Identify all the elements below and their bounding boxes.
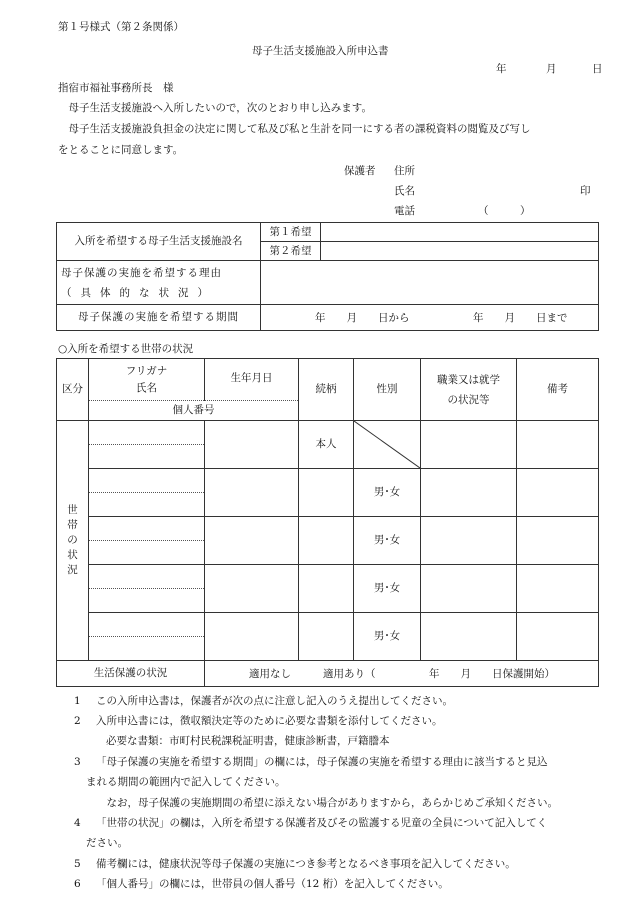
page-title: 母子生活支援施設入所申込書	[252, 45, 389, 57]
member-2-remarks[interactable]	[517, 469, 599, 517]
member-3-sex[interactable]: 男･女	[354, 517, 421, 565]
intro-line-2: 母子生活支援施設負担金の決定に関して私及び私と生計を同一にする者の課税資料の閲覧及び写し	[58, 123, 531, 135]
note-number: 4	[74, 817, 81, 829]
note-text: 入所申込書には，徴収額決定等のために必要な書類を添付してください。	[96, 715, 443, 727]
form-number: 第１号様式（第２条関係）	[58, 21, 184, 33]
member-3-remarks[interactable]	[517, 517, 599, 565]
welfare-none[interactable]: 適用なし	[249, 668, 291, 680]
note-text: ださい。	[86, 837, 128, 849]
member-2-relation[interactable]	[299, 469, 354, 517]
member-4-furigana[interactable]	[89, 565, 205, 589]
guardian-address-label: 住所	[394, 165, 415, 177]
member-4-birth[interactable]	[205, 565, 299, 613]
member-3-mynumber[interactable]	[89, 541, 205, 565]
member-3-job[interactable]	[421, 517, 517, 565]
member-2-mynumber[interactable]	[89, 493, 205, 517]
guardian-label: 保護者	[344, 165, 376, 177]
member-4-sex[interactable]: 男･女	[354, 565, 421, 613]
member-3-furigana[interactable]	[89, 517, 205, 541]
member-3-relation[interactable]	[299, 517, 354, 565]
col-furigana: フリガナ	[125, 364, 168, 377]
facility-label: 入所を希望する母子生活支援施設名	[57, 223, 261, 261]
diagonal-slash	[354, 421, 420, 468]
member-5-birth[interactable]	[205, 613, 299, 661]
application-table	[56, 222, 599, 331]
date-month-label: 月	[546, 63, 557, 75]
member-5-sex[interactable]: 男･女	[354, 613, 421, 661]
member-3-birth[interactable]	[205, 517, 299, 565]
member-1-remarks[interactable]	[517, 421, 599, 469]
reason-label	[57, 261, 261, 305]
date-day-label: 日	[592, 63, 603, 75]
col-furigana-name	[89, 359, 205, 401]
intro-line-1: 母子生活支援施設へ入所したいので，次のとおり申し込みます。	[58, 102, 372, 114]
col-mynumber: 個人番号	[89, 401, 299, 421]
choice-2-label: 第２希望	[261, 242, 321, 261]
side-label-cell	[57, 421, 89, 661]
intro-line-3: をとることに同意します。	[58, 144, 184, 156]
note-number: 1	[74, 695, 81, 707]
member-5-mynumber[interactable]	[89, 637, 205, 661]
household-table	[56, 358, 599, 687]
choice-1-field[interactable]	[321, 223, 599, 242]
member-1-mynumber[interactable]	[89, 445, 205, 469]
reason-label-line-2: （具体的な状況）	[61, 286, 217, 299]
guardian-name-label: 氏名	[394, 185, 415, 197]
guardian-phone-label: 電話	[394, 205, 415, 217]
member-2-furigana[interactable]	[89, 469, 205, 493]
welfare-label: 生活保護の状況	[57, 661, 205, 687]
note-text: この入所申込書は，保護者が次の点に注意し記入のうえ提出してください。	[96, 695, 453, 707]
member-5-relation[interactable]	[299, 613, 354, 661]
side-label: 世帯の状況	[67, 504, 78, 576]
member-2-sex[interactable]: 男･女	[354, 469, 421, 517]
note-number: 5	[74, 858, 81, 870]
member-4-mynumber[interactable]	[89, 589, 205, 613]
note-text: 「個人番号」の欄には，世帯員の個人番号（12 桁）を記入してください。	[96, 878, 449, 890]
member-5-furigana[interactable]	[89, 613, 205, 637]
welfare-date: 年 月 日保護開始）	[429, 668, 555, 680]
note-text: 「母子保護の実施を希望する期間」の欄には，母子保護の実施を希望する理由に該当すると見込	[96, 756, 548, 768]
note-number: 3	[74, 756, 81, 768]
period-label: 母子保護の実施を希望する期間	[57, 305, 261, 331]
choice-2-field[interactable]	[321, 242, 599, 261]
member-5-job[interactable]	[421, 613, 517, 661]
member-1-sex-na	[354, 421, 421, 469]
member-4-job[interactable]	[421, 565, 517, 613]
member-1-job[interactable]	[421, 421, 517, 469]
col-job	[421, 359, 517, 421]
col-job-line-1: 職業又は就学	[437, 373, 500, 386]
member-1-relation	[299, 421, 354, 469]
seal-mark: 印	[580, 185, 591, 197]
period-to: 年 月 日まで	[473, 312, 568, 324]
col-sex: 性別	[354, 359, 421, 421]
col-kubun: 区分	[57, 359, 89, 421]
note-text: 必要な書類：市町村民税課税証明書，健康診断書，戸籍謄本	[106, 735, 390, 747]
guardian-phone-parens: （ ）	[478, 205, 531, 217]
section-title: ○入所を希望する世帯の状況	[58, 343, 194, 355]
col-birth: 生年月日	[205, 359, 299, 401]
member-1-furigana[interactable]	[89, 421, 205, 445]
note-number: 2	[74, 715, 81, 727]
reason-field[interactable]	[261, 261, 599, 305]
member-4-remarks[interactable]	[517, 565, 599, 613]
welfare-yes[interactable]: 適用あり（	[323, 668, 376, 680]
col-relation: 続柄	[299, 359, 354, 421]
note-text: なお，母子保護の実施期間の希望に添えない場合がありますから，あらかじめご承知ください。	[96, 797, 558, 809]
self-label: 本人	[315, 438, 337, 451]
col-remarks: 備考	[517, 359, 599, 421]
reason-label-line-1: 母子保護の実施を希望する理由	[61, 266, 222, 279]
period-from: 年 月 日から	[315, 312, 410, 324]
date-year-label: 年	[496, 63, 507, 75]
member-4-relation[interactable]	[299, 565, 354, 613]
note-text: 備考欄には，健康状況等母子保護の実施につき参考となるべき事項を記入してください。	[96, 858, 516, 870]
member-5-remarks[interactable]	[517, 613, 599, 661]
period-field[interactable]	[261, 305, 599, 331]
addressee: 指宿市福祉事務所長 様	[58, 82, 174, 94]
member-2-birth[interactable]	[205, 469, 299, 517]
welfare-field[interactable]	[205, 661, 599, 687]
col-name: 氏名	[136, 381, 157, 394]
note-text: まれる期間の範囲内で記入してください。	[86, 776, 286, 788]
note-text: 「世帯の状況」の欄は，入所を希望する保護者及びその監護する児童の全員について記入してく	[96, 817, 548, 829]
choice-1-label: 第１希望	[261, 223, 321, 242]
note-number: 6	[74, 878, 81, 890]
member-1-birth[interactable]	[205, 421, 299, 469]
member-2-job[interactable]	[421, 469, 517, 517]
col-job-line-2: の状況等	[447, 393, 490, 406]
